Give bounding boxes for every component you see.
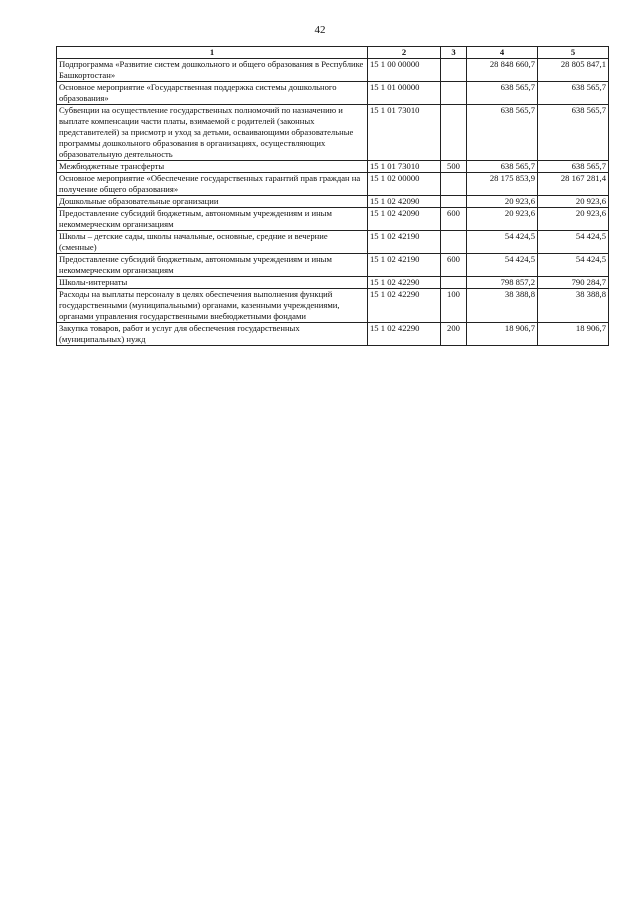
- row-amount-2: 638 565,7: [538, 105, 609, 161]
- row-amount-2: 28 805 847,1: [538, 59, 609, 82]
- table-row: [57, 82, 609, 105]
- row-expense-type: 100: [441, 289, 467, 323]
- table-row: [57, 173, 609, 196]
- row-name: Расходы на выплаты персоналу в целях обеспечения выполнения функций государственными (муниципальными) органами, казенными учреждениями, органами управления государственными внебюджетными фондами: [57, 289, 368, 323]
- row-amount-2: 38 388,8: [538, 289, 609, 323]
- budget-table: [56, 46, 609, 346]
- page-number: 42: [314, 24, 326, 36]
- row-name: Предоставление субсидий бюджетным, автономным учреждениям и иным некоммерческим организациям: [57, 254, 368, 277]
- row-code: 15 1 02 00000: [368, 173, 441, 196]
- row-name: Дошкольные образовательные организации: [57, 196, 368, 208]
- row-amount-1: 18 906,7: [467, 323, 538, 346]
- row-expense-type: [441, 231, 467, 254]
- row-code: 15 1 02 42290: [368, 323, 441, 346]
- row-amount-1: 28 175 853,9: [467, 173, 538, 196]
- row-expense-type: [441, 105, 467, 161]
- table-header: [57, 47, 609, 59]
- table-row: [57, 323, 609, 346]
- row-expense-type: [441, 277, 467, 289]
- row-amount-1: 20 923,6: [467, 196, 538, 208]
- row-name: Основное мероприятие «Обеспечение государственных гарантий прав граждан на получение общего образования»: [57, 173, 368, 196]
- row-name: Школы – детские сады, школы начальные, основные, средние и вечерние (сменные): [57, 231, 368, 254]
- row-name: Предоставление субсидий бюджетным, автономным учреждениям и иным некоммерческим организациям: [57, 208, 368, 231]
- row-amount-2: 20 923,6: [538, 208, 609, 231]
- row-name: Основное мероприятие «Государственная поддержка системы дошкольного образования»: [57, 82, 368, 105]
- row-expense-type: 600: [441, 254, 467, 277]
- table-row: [57, 59, 609, 82]
- header-col-4: 4: [467, 47, 538, 59]
- row-amount-2: 790 284,7: [538, 277, 609, 289]
- row-amount-1: 54 424,5: [467, 254, 538, 277]
- row-amount-1: 638 565,7: [467, 82, 538, 105]
- header-col-1: 1: [57, 47, 368, 59]
- row-amount-1: 20 923,6: [467, 208, 538, 231]
- row-code: 15 1 02 42290: [368, 289, 441, 323]
- row-amount-1: 798 857,2: [467, 277, 538, 289]
- table-row: [57, 231, 609, 254]
- row-expense-type: [441, 59, 467, 82]
- row-amount-1: 38 388,8: [467, 289, 538, 323]
- table-row: [57, 208, 609, 231]
- header-row: [57, 47, 609, 59]
- row-amount-1: 638 565,7: [467, 105, 538, 161]
- table-row: [57, 277, 609, 289]
- row-name: Закупка товаров, работ и услуг для обеспечения государственных (муниципальных) нужд: [57, 323, 368, 346]
- row-expense-type: 500: [441, 161, 467, 173]
- table-row: [57, 289, 609, 323]
- row-expense-type: [441, 196, 467, 208]
- header-col-3: 3: [441, 47, 467, 59]
- row-amount-2: 54 424,5: [538, 231, 609, 254]
- row-amount-1: 54 424,5: [467, 231, 538, 254]
- row-code: 15 1 01 00000: [368, 82, 441, 105]
- row-name: Субвенции на осуществление государственных полномочий по назначению и выплате компенсации части платы, взимаемой с родителей (законных представителей) за присмотр и уход за детьми, осваивающими образовательные программы дошкольного образования в организациях, осуществляющих образовательную деятельность: [57, 105, 368, 161]
- table-row: [57, 105, 609, 161]
- row-expense-type: [441, 173, 467, 196]
- row-name: Межбюджетные трансферты: [57, 161, 368, 173]
- row-expense-type: 600: [441, 208, 467, 231]
- table-row: [57, 161, 609, 173]
- table-row: [57, 254, 609, 277]
- row-amount-2: 20 923,6: [538, 196, 609, 208]
- row-amount-1: 638 565,7: [467, 161, 538, 173]
- row-amount-2: 54 424,5: [538, 254, 609, 277]
- row-amount-2: 638 565,7: [538, 161, 609, 173]
- header-col-2: 2: [368, 47, 441, 59]
- row-code: 15 1 01 73010: [368, 161, 441, 173]
- row-code: 15 1 00 00000: [368, 59, 441, 82]
- row-amount-2: 638 565,7: [538, 82, 609, 105]
- row-code: 15 1 02 42090: [368, 196, 441, 208]
- row-amount-2: 18 906,7: [538, 323, 609, 346]
- header-col-5: 5: [538, 47, 609, 59]
- row-amount-1: 28 848 660,7: [467, 59, 538, 82]
- row-name: Школы-интернаты: [57, 277, 368, 289]
- row-amount-2: 28 167 281,4: [538, 173, 609, 196]
- table-body: [57, 59, 609, 346]
- row-name: Подпрограмма «Развитие систем дошкольного и общего образования в Республике Башкортостан»: [57, 59, 368, 82]
- row-code: 15 1 02 42190: [368, 231, 441, 254]
- table-row: [57, 196, 609, 208]
- row-code: 15 1 02 42090: [368, 208, 441, 231]
- row-expense-type: [441, 82, 467, 105]
- row-expense-type: 200: [441, 323, 467, 346]
- row-code: 15 1 02 42290: [368, 277, 441, 289]
- row-code: 15 1 01 73010: [368, 105, 441, 161]
- row-code: 15 1 02 42190: [368, 254, 441, 277]
